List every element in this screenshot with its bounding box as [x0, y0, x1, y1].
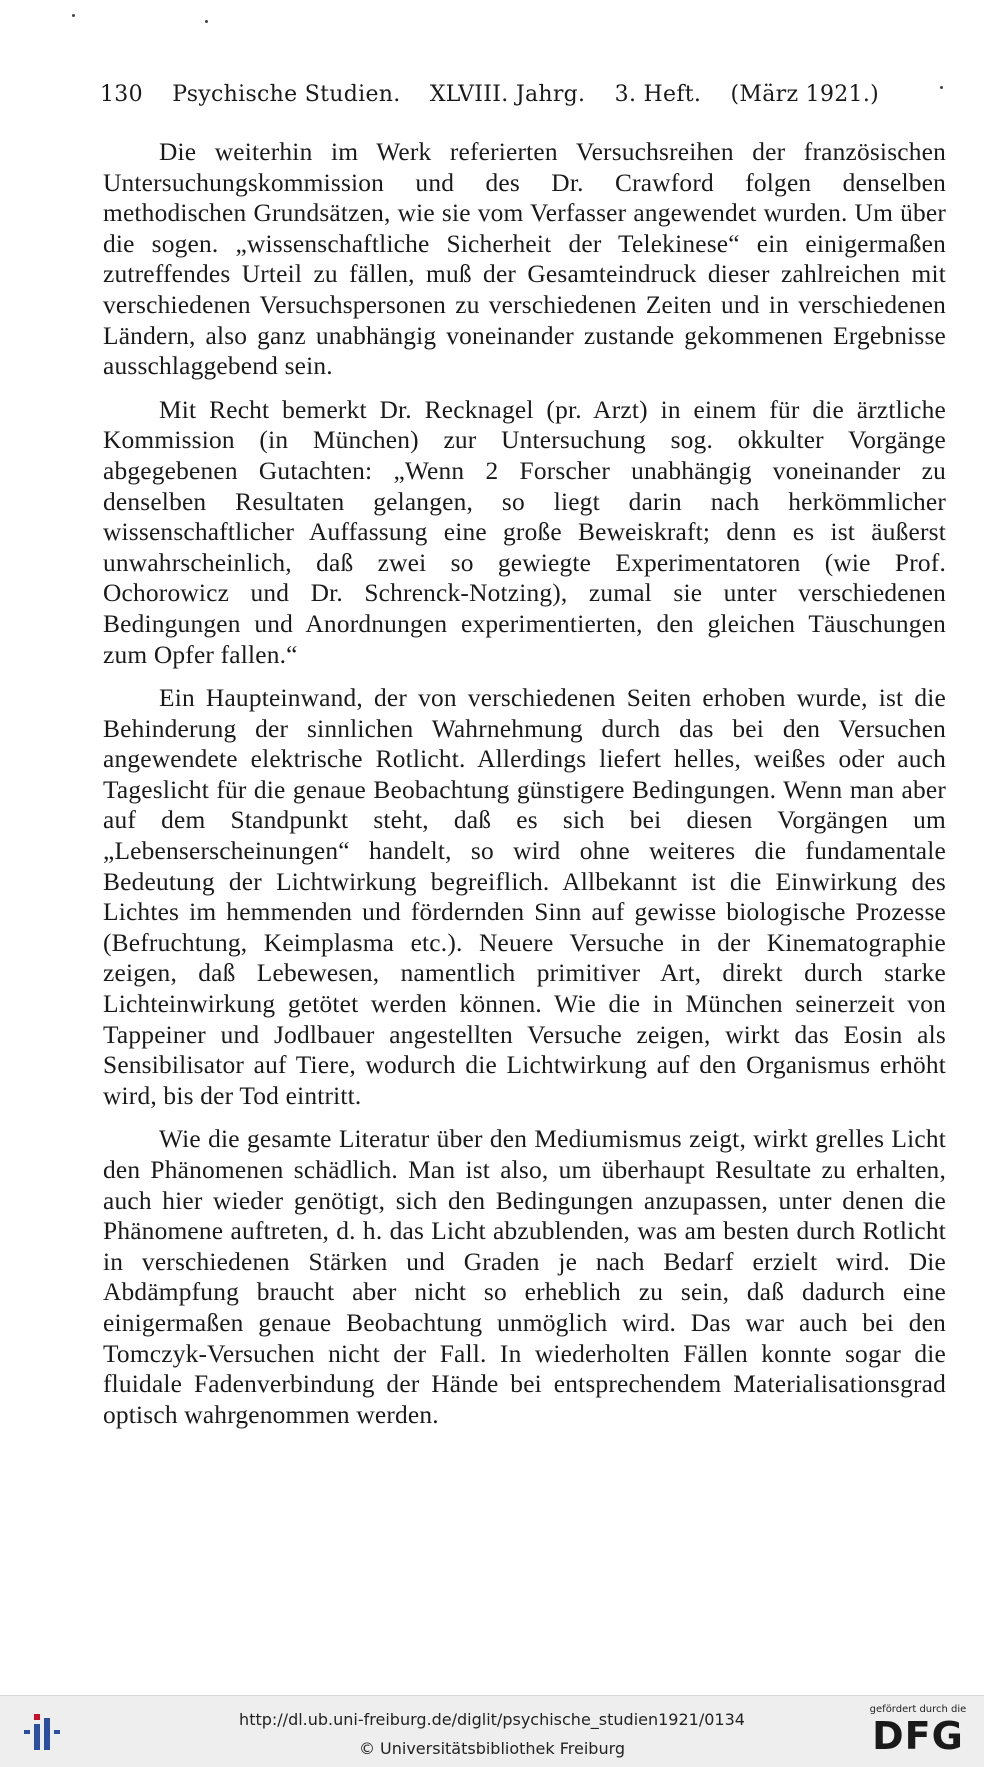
paragraph: Mit Recht bemerkt Dr. Recknagel (pr. Arzt) in einem für die ärztliche Kommission (in München) zur Untersuchung sog. okkulter Vorgänge abgegebenen Gutachten: „Wenn 2 Forscher unabhängig voneinander zu denselben Resultaten gelangen, so liegt darin nach herkömmlicher wissenschaftlicher Auffassung eine große Beweiskraft; denn es ist äußerst unwahrscheinlich, daß zwei so gewiegte Experimentatoren (wie Prof. Ochorowicz und Dr. Schrenck-Notzing), zumal sie unter verschiedenen Bedingungen und Anordnungen experimentierten, den gleichen Täuschungen zum Opfer fallen.“ [103, 395, 946, 669]
dfg-logo [864, 1704, 972, 1762]
running-header [100, 82, 920, 107]
body-text [103, 137, 946, 1430]
paragraph: Wie die gesamte Literatur über den Mediumismus zeigt, wirkt grelles Licht den Phänomenen schädlich. Man ist also, um überhaupt Resultate zu erhalten, auch hier wieder genötigt, sich den Bedingungen anzupassen, unter denen die Phänomene auftreten, d. h. das Licht abzublenden, was am besten durch Rotlicht in verschiedenen Stärken und Graden je nach Bedarf erzielt wird. Die Abdämpfung braucht aber nicht so erheblich zu sein, daß dadurch eine einigermaßen genaue Beobachtung unmöglich wird. Das war auch bei den Tomczyk-Versuchen nicht der Fall. In wiederholten Fällen konnte sogar die fluidale Fadenverbindung der Hände bei entsprechendem Materialisationsgrad optisch wahrgenommen werden. [103, 1125, 946, 1429]
scan-speck [940, 86, 943, 89]
viewer-footer [0, 1695, 984, 1767]
issue-date: (März 1921.) [730, 82, 880, 107]
page-number: 130 [100, 82, 143, 107]
issue: 3. Heft. [614, 82, 702, 107]
volume: XLVIII. Jahrg. [429, 82, 586, 107]
dfg-logo-text: DFG [872, 1714, 964, 1758]
journal-title: Psychische Studien. [172, 82, 401, 107]
paragraph: Ein Haupteinwand, der von verschiedenen Seiten erhoben wurde, ist die Behinderung der sinnlichen Wahrnehmung durch das bei den Versuchen angewendete elektrische Rotlicht. Allerdings liefert helles, weißes oder auch Tageslicht für die genaue Beobachtung günstigere Bedingungen. Wenn man aber auf dem Standpunkt steht, daß es sich bei diesen Vorgängen um „Lebenserscheinungen“ handelt, so wird ohne weiteres die fundamentale Bedeutung der Lichtwirkung begreiflich. Allbekannt ist die Einwirkung des Lichtes im hemmenden und fördernden Sinn auf gewisse biologische Prozesse (Befruchtung, Keimplasma etc.). Neuere Versuche in der Kinematographie zeigen, daß Lebewesen, namentlich primitiver Art, direkt durch starke Lichteinwirkung getötet werden können. Wie die in München seinerzeit von Tappeiner und Jodlbauer angestellten Versuche zeigen, wirkt das Eosin als Sensibilisator auf Tiere, wodurch die Lichtwirkung auf den Organismus erhöht wird, bis der Tod eintritt. [103, 684, 946, 1110]
paragraph: Die weiterhin im Werk referierten Versuchsreihen der französischen Untersuchungskommission und des Dr. Crawford folgen denselben methodischen Grundsätzen, wie sie vom Verfasser angewendet wurden. Um über die sogen. „wissenschaftliche Sicherheit der Telekinese“ ein einigermaßen zutreffendes Urteil zu fällen, muß der Gesamteindruck dieser zahlreichen mit verschiedenen Versuchspersonen zu verschiedenen Zeiten und in verschiedenen Ländern, also ganz unabhängig voneinander zustande gekommenen Ergebnisse ausschlaggebend sein. [103, 138, 946, 381]
source-url-link[interactable]: http://dl.ub.uni-freiburg.de/diglit/psychische_studien1921/0134 [239, 1710, 745, 1729]
scan-speck [72, 14, 75, 17]
dfg-tagline: gefördert durch die [869, 1704, 967, 1715]
scan-speck [205, 20, 208, 23]
copyright-notice: © Universitätsbibliothek Freiburg [358, 1739, 626, 1758]
